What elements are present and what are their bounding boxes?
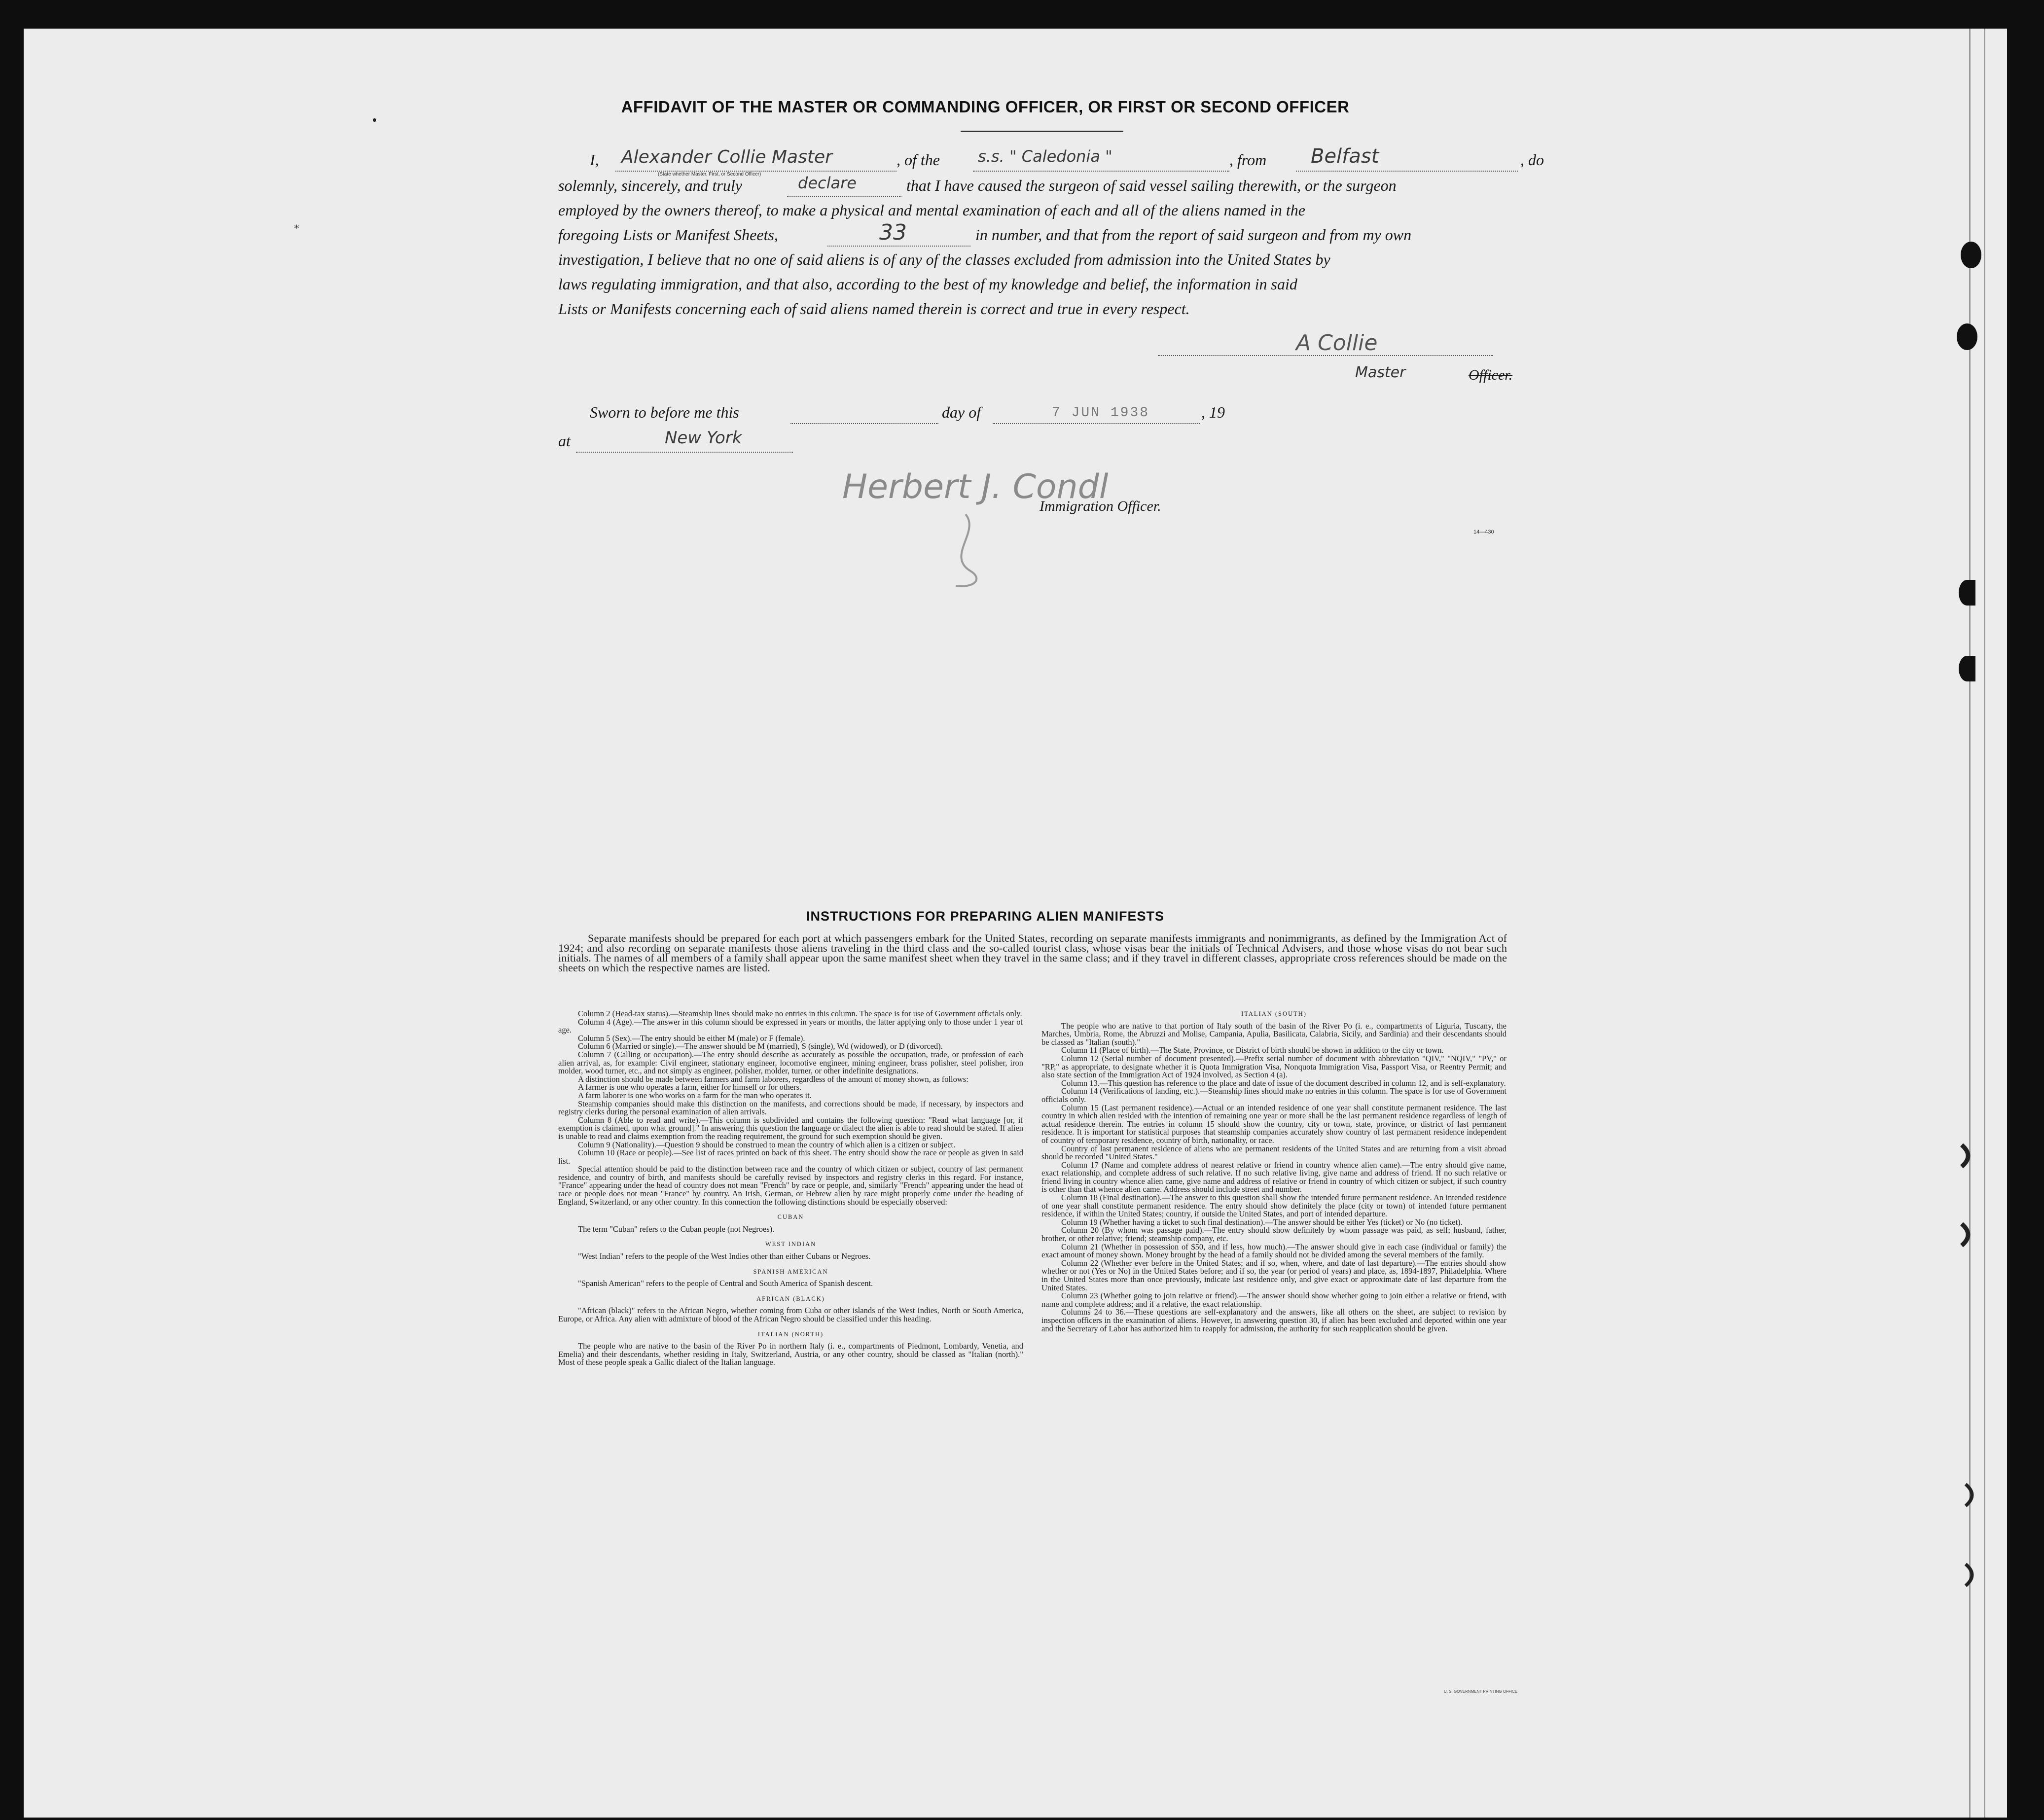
instruction-paragraph: Column 18 (Final destination).—The answer to this question shall show the intended future permanent residence. An intended residence of one year shall constitute permanent residence. The entry should show definitely the place (city or town) of intended future permanent residence, if within the United States; country, if outside the United States, and port of intended departure. (1041, 1193, 1506, 1219)
officer-name-handwritten: Alexander Collie Master (621, 147, 832, 167)
instruction-paragraph: Columns 24 to 36.—These questions are self-explanatory and the answers, like all others on the sheet, are subject to revision by inspection officers in the examination of aliens. However, in answering question 30, if alien has been excluded and deported within one year and the Secretary of Labor has authorized him to reapply for admission, the authority for such reapplication should be given. (1041, 1307, 1506, 1333)
signature-flourish (936, 512, 990, 591)
instruction-paragraph: Column 4 (Age).—The answer in this column should be expressed in years or months, the latter applying only to those under 1 year of age. (558, 1017, 1023, 1035)
sheet-count-handwritten: 33 (879, 220, 907, 245)
punch-hole-icon (1957, 323, 1977, 350)
master-title-handwritten: Master (1355, 364, 1406, 381)
punch-hole-icon (1959, 580, 1975, 606)
affidavit-text: employed by the owners thereof, to make a physical and mental examination of each and all of the aliens named in the (558, 201, 1305, 219)
sheet-count-line (827, 246, 970, 247)
master-signature: A Collie (1296, 330, 1378, 356)
port-from-handwritten: Belfast (1311, 145, 1379, 168)
title-underline (961, 131, 1123, 132)
affidavit-text: that I have caused the surgeon of said vessel sailing therewith, or the surgeon (906, 177, 1397, 194)
affidavit-text: investigation, I believe that no one of said aliens is of any of the classes excluded from admission into the United States by (558, 250, 1330, 268)
race-definition: The people who are native to the basin of the River Po in northern Italy (i. e., compartments of Piedmont, Lombardy, Venetia, and Emelia) and their descendants, whether residing in Italy, Switzerland, Austria, or any other country, should be classed as "Italian (north)." Most of these people speak a Gallic dialect of the Italian language. (558, 1341, 1023, 1367)
instructions-intro: Separate manifests should be prepared for each port at which passengers embark for the United States, recording on separate manifests immigrants and nonimmigrants, as defined by the Immigration Act of 1924; and also recording on separate manifests those aliens traveling in the third class and the so-called tourist class, whose visas bear the initials of Technical Advisers, and those whose visas do not bear such initials. The names of all members of a family shall appear upon the same manifest sheet when they travel in the same class; and if they travel in different classes, appropriate cross references should be made on the sheets on which the respective names are listed. (558, 932, 1507, 974)
affidavit-text: I, (590, 151, 599, 169)
binder-notch-icon (1959, 1222, 1978, 1248)
port-line (1296, 171, 1518, 172)
declaration-word-handwritten: declare (798, 174, 857, 192)
instruction-paragraph: Column 13.—This question has reference to the place and date of issue of the document described in column 12, and is self-explanatory. (1061, 1078, 1506, 1088)
binder-notch-icon (1963, 1482, 1982, 1508)
race-definition: "West Indian" refers to the people of the West Indies other than either Cubans or Negroes. (578, 1251, 871, 1261)
affidavit-text: foregoing Lists or Manifest Sheets, (558, 226, 778, 244)
race-definition: The term "Cuban" refers to the Cuban people (not Negroes). (578, 1224, 775, 1234)
affidavit-text: laws regulating immigration, and that also, according to the best of my knowledge and belief, the information in said (558, 275, 1297, 293)
race-heading: ITALIAN (SOUTH) (1241, 1010, 1307, 1017)
race-heading: AFRICAN (BLACK) (756, 1295, 825, 1302)
day-line (790, 423, 938, 424)
vessel-line (973, 171, 1229, 172)
sworn-text: , 19 (1201, 403, 1225, 421)
instruction-paragraph: Column 2 (Head-tax status).—Steamship lines should make no entries in this column. The space is for use of Government officials only. (578, 1009, 1022, 1018)
manifest-sheet (24, 29, 2007, 1818)
sworn-text: Sworn to before me this (590, 403, 739, 421)
vessel-name-handwritten: s.s. " Caledonia " (978, 147, 1112, 166)
sworn-text: day of (942, 403, 981, 421)
punch-hole-icon (1961, 242, 1981, 268)
instruction-paragraph: Column 10 (Race or people).—See list of races printed on back of this sheet. The entry should show the race or people as given in said list. (558, 1148, 1023, 1166)
instruction-paragraph: Column 6 (Married or single).—The answer should be M (married), S (single), Wd (widowed), or D (divorced). (578, 1041, 943, 1051)
at-label: at (558, 432, 571, 450)
form-number: 14—430 (1473, 529, 1494, 535)
instruction-paragraph: Steamship companies should make this distinction on the manifests, and corrections should be made, if necessary, by inspectors and registry clerks during the personal examination of alien arrivals. (558, 1099, 1023, 1117)
declare-line (787, 196, 901, 197)
instruction-paragraph: The people who are native to that portion of Italy south of the basin of the River Po (i. e., compartments of Liguria, Tuscany, the Marches, Umbria, Rome, the Abruzzi and Molise, Campania, Apulia, Basilicata, Calabria, Sicily, and Sardinia) and their descendants should be classed as "Italian (south)." (1041, 1021, 1506, 1047)
affidavit-text: , of the (896, 151, 940, 169)
instructions-title: INSTRUCTIONS FOR PREPARING ALIEN MANIFESTS (806, 909, 1165, 924)
instruction-paragraph: Column 19 (Whether having a ticket to such final destination).—The answer should be either Yes (ticket) or No (no ticket). (1061, 1217, 1463, 1227)
location-line (576, 452, 793, 453)
instruction-paragraph: Column 17 (Name and complete address of nearest relative or friend in country whence alien came).—The entry should give name, exact relationship, and complete address of such relative. If no such relative living, give name and address of friend. If no such relative or friend living in country whence alien came, give name and address of relative or friend in country of which citizen or subject, if such country is other than that whence alien came. Address should include street and number. (1041, 1160, 1506, 1194)
affidavit-text: , from (1229, 151, 1267, 169)
affidavit-text: Lists or Manifests concerning each of said aliens named therein is correct and true in every respect. (558, 300, 1190, 318)
page-edge-line (1984, 29, 1985, 1818)
instruction-paragraph: Column 7 (Calling or occupation).—The entry should describe as accurately as possible the occupation, trade, or profession of each alien arrival, as, for example: Civil engineer, stationary engineer, locomotive engineer, mining engineer, brass polisher, steel polisher, iron molder, wood turner, etc., and not simply as engineer, polisher, molder, turner, or other indefinite designations. (558, 1049, 1023, 1076)
instruction-paragraph: Column 12 (Serial number of document presented).—Prefix serial number of document with abbreviation "QIV," "NQIV," "PV," or "RP," as appropriate, to designate whether it is Quota Immigration Visa, Nonquota Immigration Visa, Passport Visa, or Reentry Permit; and also state section of the Immigration Act of 1924 involved, as Section 4 (a). (1041, 1053, 1506, 1080)
instruction-paragraph: Column 14 (Verifications of landing, etc.).—Steamship lines should make no entries in this column. The space is for use of Government officials only. (1041, 1086, 1506, 1104)
month-line (993, 423, 1200, 424)
affidavit-text: solemnly, sincerely, and truly (558, 177, 742, 194)
race-heading: ITALIAN (NORTH) (757, 1330, 824, 1338)
binder-notch-icon (1959, 1143, 1978, 1169)
immigration-officer-signature: Herbert J. Condl (842, 467, 1109, 506)
instruction-paragraph: A distinction should be made between farmers and farm laborers, regardless of the amount of money shown, as follows: (578, 1074, 968, 1084)
instruction-paragraph: A farm laborer is one who works on a farm for the man who operates it. (578, 1090, 812, 1100)
officer-word-struck: Officer. (1469, 367, 1513, 383)
affidavit-text: , do (1520, 151, 1544, 169)
instruction-paragraph: Column 5 (Sex).—The entry should be either M (male) or F (female). (578, 1033, 805, 1043)
instruction-paragraph: A farmer is one who operates a farm, either for himself or for others. (578, 1082, 802, 1092)
instruction-paragraph: Column 23 (Whether going to join relative or friend).—The answer should show whether going to join either a relative or friend, with name and complete address; and if a relative, the exact relationship. (1041, 1291, 1506, 1309)
instruction-paragraph: Column 9 (Nationality).—Question 9 should be construed to mean the country of which alien is a citizen or subject. (578, 1140, 956, 1149)
officer-caption: (State whether Master, First, or Second Officer) (658, 172, 761, 177)
location-handwritten: New York (665, 428, 742, 448)
instruction-paragraph: Column 15 (Last permanent residence).—Actual or an intended residence of one year shall constitute permanent residence. The last country in which alien resided with the intention of remaining one year or more shall be the last permanent residence regardless of length of actual residence therein. The entries in column 15 should show the country, city or town, state, province, or district of last permanent residence. It is important for statistical purposes that steamship companies accurately show country of last permanent residence independent of country of temporary residence, country of birth, nationality, or race. (1041, 1103, 1506, 1145)
affidavit-text: in number, and that from the report of said surgeon and from my own (975, 226, 1412, 244)
instruction-paragraph: Column 8 (Able to read and write).—This column is subdivided and contains the following question: "Read what language [or, if exemption is claimed, upon what ground]." In answering this question the language or dialect the alien is able to read should be stated. If alien is unable to read and claims exemption from the reading requirement, the ground for such exemption should be given. (558, 1115, 1023, 1141)
immigration-officer-label: Immigration Officer. (1040, 498, 1161, 514)
punch-hole-icon (1959, 656, 1975, 681)
race-heading: SPANISH AMERICAN (753, 1268, 828, 1275)
race-heading: CUBAN (777, 1213, 804, 1221)
instruction-paragraph: Special attention should be paid to the distinction between race and the country of which citizen or subject, country of last permanent residence, and country of birth, and manifests should be carefully revised by inspectors and registry clerks in this regard. For instance, "France" appearing under the head of country does not mean "French" by race or people, and, similarly "French" appearing under the head of race or people does not mean "France" by country. An Irish, German, or Hebrew alien by race might properly come under the heading of England, Switzerland, or any other country. In this connection the following distinctions should be especially observed: (558, 1164, 1023, 1207)
instructions-left-column (558, 1010, 1023, 1367)
date-stamp: 7 JUN 1938 (1052, 405, 1150, 421)
instruction-paragraph: Country of last permanent residence of aliens who are permanent residents of the United States and are returning from a visit abroad should be recorded "United States." (1041, 1143, 1506, 1162)
instruction-paragraph: Column 20 (By whom was passage paid).—The entry should show definitely by whom passage was paid, as self; husband, father, brother, or other relative; friend; steamship company, etc. (1041, 1225, 1506, 1244)
printer-imprint: U. S. GOVERNMENT PRINTING OFFICE (1444, 1689, 1518, 1694)
binder-notch-icon (1963, 1562, 1982, 1588)
instruction-paragraph: Column 11 (Place of birth).—The State, Province, or District of birth should be shown in addition to the city or town. (1061, 1045, 1444, 1055)
instructions-right-column (1041, 1010, 1506, 1333)
ink-mark: * (294, 222, 299, 234)
instruction-paragraph: Column 22 (Whether ever before in the United States; and if so, when, where, and date of last departure).—The entries should show whether or not (Yes or No) in the United States before; and if so, the year (or period of years) and place, as, 1894-1897, Philadelphia. Where in the United States more than once previously, indicate last residence only, and give exact or approximate date of last departure from the United States. (1041, 1258, 1506, 1292)
race-definition: "African (black)" refers to the African Negro, whether coming from Cuba or other islands of the West Indies, North or South America, Europe, or Africa. Any alien with admixture of blood of the African Negro should be classified under this heading. (558, 1306, 1023, 1323)
race-definition: "Spanish American" refers to the people of Central and South America of Spanish descent. (578, 1279, 873, 1288)
ink-speck (373, 118, 376, 122)
instruction-paragraph: Column 21 (Whether in possession of $50, and if less, how much).—The answer should give in each case (individual or family) the exact amount of money shown. Money brought by the head of a family should not be divided among the several members of the family. (1041, 1242, 1506, 1260)
race-heading: WEST INDIAN (765, 1241, 817, 1248)
page-edge-line (1969, 29, 1971, 1818)
affidavit-title: AFFIDAVIT OF THE MASTER OR COMMANDING OFFICER, OR FIRST OR SECOND OFFICER (621, 98, 1350, 116)
